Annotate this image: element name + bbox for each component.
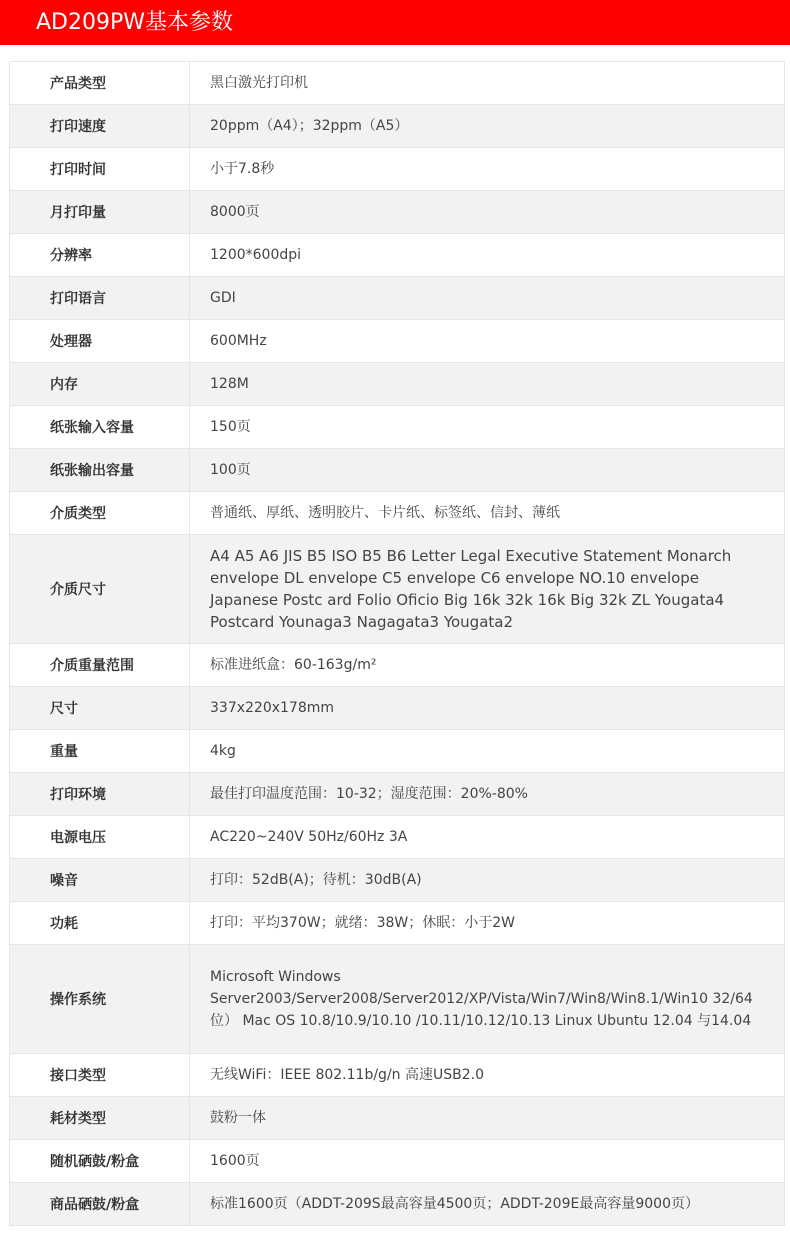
row-label: 打印速度 bbox=[10, 105, 190, 148]
table-row bbox=[10, 1097, 785, 1140]
table-row bbox=[10, 687, 785, 730]
row-value: 无线WiFi：IEEE 802.11b/g/n 高速USB2.0 bbox=[190, 1054, 785, 1097]
table-row bbox=[10, 363, 785, 406]
row-label: 电源电压 bbox=[10, 816, 190, 859]
row-value: AC220~240V 50Hz/60Hz 3A bbox=[190, 816, 785, 859]
row-label: 接口类型 bbox=[10, 1054, 190, 1097]
row-label: 分辨率 bbox=[10, 234, 190, 277]
row-label: 打印语言 bbox=[10, 277, 190, 320]
table-row bbox=[10, 859, 785, 902]
row-label: 随机硒鼓/粉盒 bbox=[10, 1140, 190, 1183]
table-row bbox=[10, 191, 785, 234]
row-label: 操作系统 bbox=[10, 945, 190, 1054]
row-label: 耗材类型 bbox=[10, 1097, 190, 1140]
table-row bbox=[10, 277, 785, 320]
table-row bbox=[10, 1183, 785, 1226]
row-value: 4kg bbox=[190, 730, 785, 773]
row-value: 128M bbox=[190, 363, 785, 406]
row-value: 鼓粉一体 bbox=[190, 1097, 785, 1140]
row-label: 介质类型 bbox=[10, 492, 190, 535]
row-value: 小于7.8秒 bbox=[190, 148, 785, 191]
row-label: 重量 bbox=[10, 730, 190, 773]
row-label: 纸张输入容量 bbox=[10, 406, 190, 449]
table-row bbox=[10, 1140, 785, 1183]
row-value: 600MHz bbox=[190, 320, 785, 363]
row-value: 标准1600页（ADDT-209S最高容量4500页；ADDT-209E最高容量9000页） bbox=[190, 1183, 785, 1226]
table-row bbox=[10, 449, 785, 492]
table-row bbox=[10, 492, 785, 535]
table-row bbox=[10, 1054, 785, 1097]
row-value: 1600页 bbox=[190, 1140, 785, 1183]
row-label: 尺寸 bbox=[10, 687, 190, 730]
row-value: 8000页 bbox=[190, 191, 785, 234]
row-value: 337x220x178mm bbox=[190, 687, 785, 730]
row-value: 普通纸、厚纸、透明胶片、卡片纸、标签纸、信封、薄纸 bbox=[190, 492, 785, 535]
row-value: 打印：平均370W；就绪：38W；休眠：小于2W bbox=[190, 902, 785, 945]
row-label: 噪音 bbox=[10, 859, 190, 902]
table-row bbox=[10, 320, 785, 363]
row-value: 20ppm（A4）；32ppm（A5） bbox=[190, 105, 785, 148]
row-label: 产品类型 bbox=[10, 62, 190, 105]
table-row bbox=[10, 148, 785, 191]
row-label: 介质尺寸 bbox=[10, 535, 190, 644]
table-row bbox=[10, 644, 785, 687]
row-value: 150页 bbox=[190, 406, 785, 449]
table-row bbox=[10, 535, 785, 644]
row-value: A4 A5 A6 JIS B5 ISO B5 B6 Letter Legal Executive Statement Monarch envelope DL envelope C5 envelope C6 envelope NO.10 envelope Japanese Postc ard Folio Oficio Big 16k 32k 16k Big 32k ZL Yougata4 Postcard Younaga3 Nagagata3 Yougata2 bbox=[190, 535, 785, 644]
table-row bbox=[10, 62, 785, 105]
row-value: Microsoft Windows Server2003/Server2008/Server2012/XP/Vista/Win7/Win8/Win8.1/Win10 32/64 位） Mac OS 10.8/10.9/10.10 /10.11/10.12/10.13 Linux Ubuntu 12.04 与14.04 bbox=[190, 945, 785, 1054]
table-row bbox=[10, 773, 785, 816]
row-value: 黑白激光打印机 bbox=[190, 62, 785, 105]
table-row bbox=[10, 902, 785, 945]
row-value: 1200*600dpi bbox=[190, 234, 785, 277]
row-value: 最佳打印温度范围：10-32；湿度范围：20%-80% bbox=[190, 773, 785, 816]
row-label: 打印时间 bbox=[10, 148, 190, 191]
table-row bbox=[10, 730, 785, 773]
row-label: 介质重量范围 bbox=[10, 644, 190, 687]
row-label: 功耗 bbox=[10, 902, 190, 945]
row-label: 打印环境 bbox=[10, 773, 190, 816]
page-title: AD209PW基本参数 bbox=[36, 10, 234, 35]
row-label: 纸张输出容量 bbox=[10, 449, 190, 492]
row-value: 打印：52dB(A)；待机：30dB(A) bbox=[190, 859, 785, 902]
table-row bbox=[10, 406, 785, 449]
spec-table bbox=[9, 61, 785, 1226]
row-label: 月打印量 bbox=[10, 191, 190, 234]
table-row bbox=[10, 234, 785, 277]
page-header bbox=[0, 0, 790, 45]
row-label: 内存 bbox=[10, 363, 190, 406]
table-row bbox=[10, 945, 785, 1054]
table-row bbox=[10, 816, 785, 859]
row-value: GDI bbox=[190, 277, 785, 320]
row-label: 处理器 bbox=[10, 320, 190, 363]
table-row bbox=[10, 105, 785, 148]
row-value: 100页 bbox=[190, 449, 785, 492]
row-value: 标准进纸盒：60-163g/m² bbox=[190, 644, 785, 687]
row-label: 商品硒鼓/粉盒 bbox=[10, 1183, 190, 1226]
